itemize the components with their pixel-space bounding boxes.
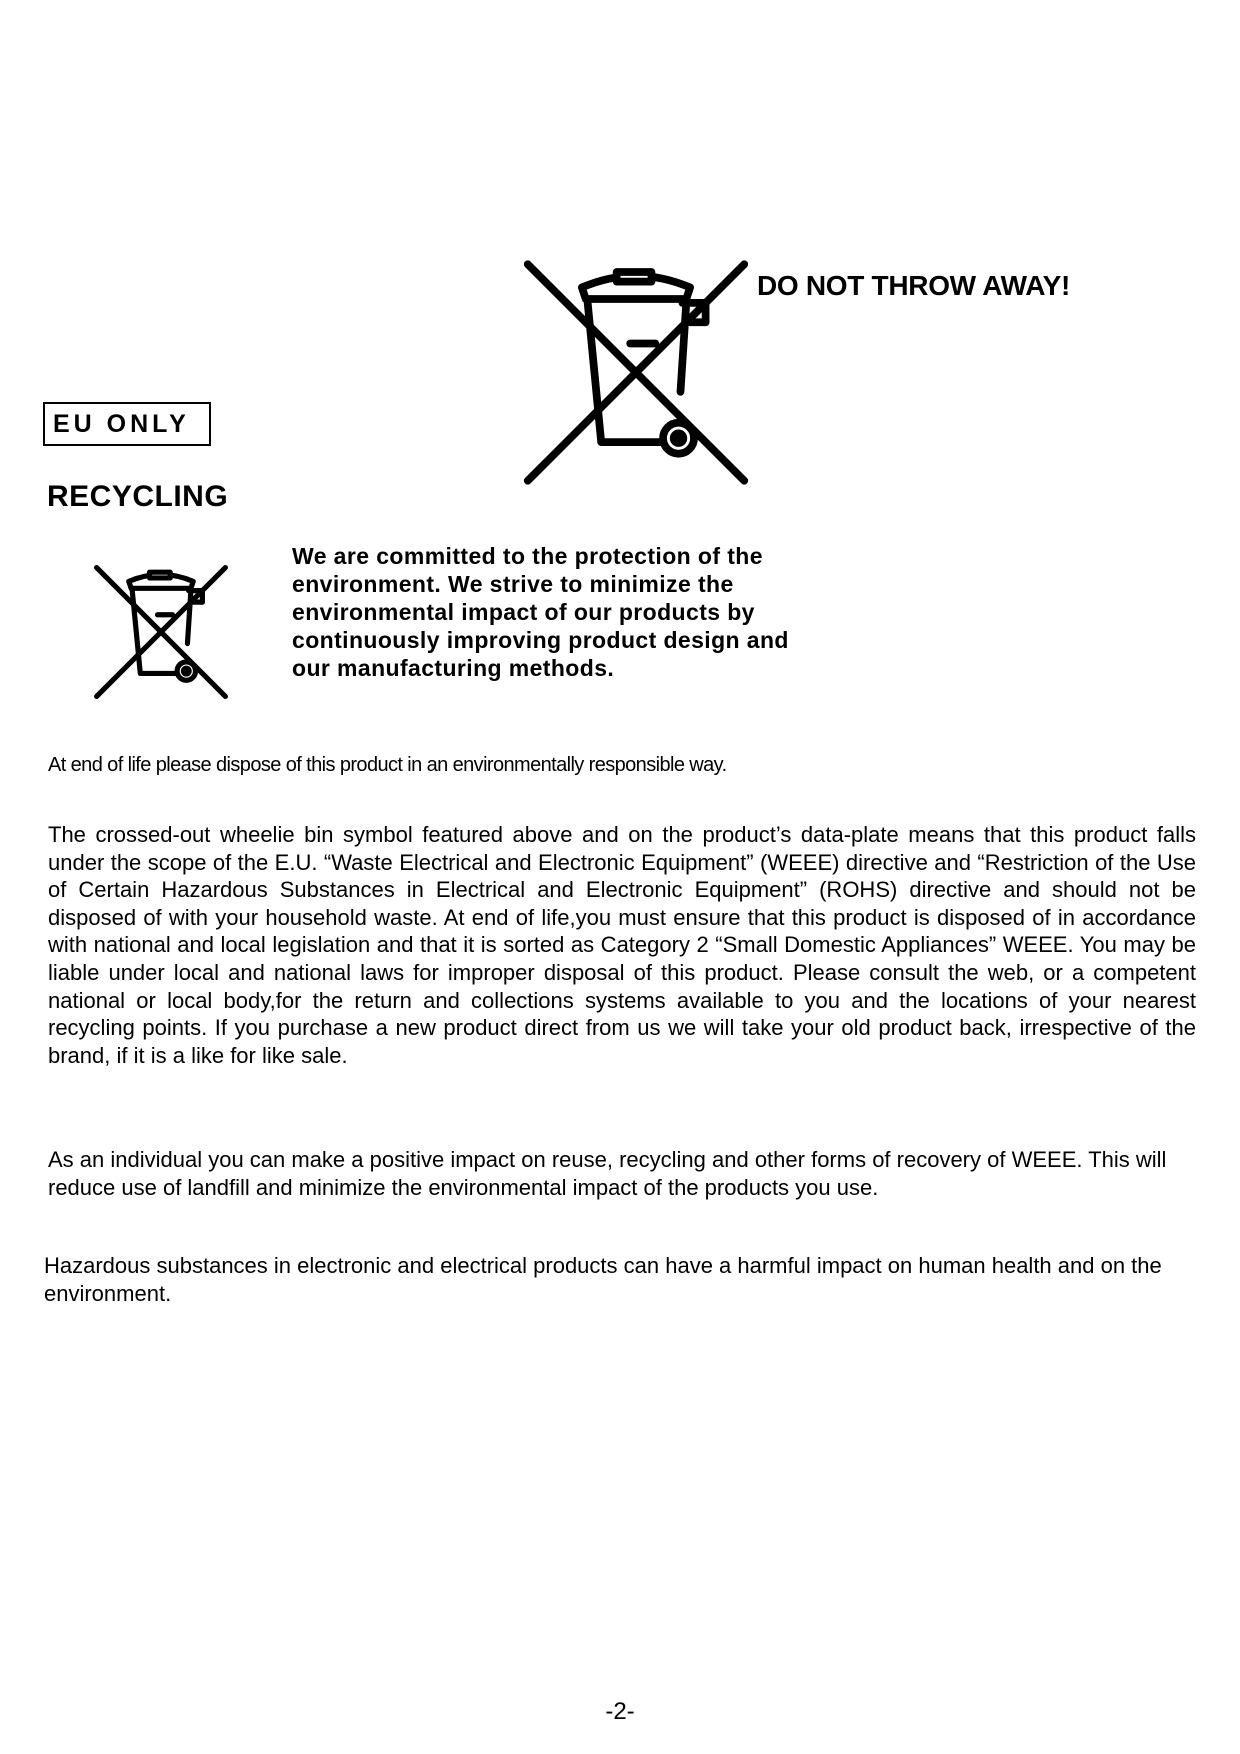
end-of-life-note: At end of life please dispose of this product in an environmentally responsible way. <box>48 754 727 776</box>
hazardous-substances-paragraph: Hazardous substances in electronic and electrical products can have a harmful impact on human health and on the environment. <box>44 1253 1162 1306</box>
do-not-throw-away-heading: DO NOT THROW AWAY! <box>757 270 1070 301</box>
crossed-out-wheelie-bin-icon <box>92 562 230 702</box>
individual-impact-paragraph: As an individual you can make a positive impact on reuse, recycling and other forms of recovery of WEEE. This will reduce use of landfill and minimize the environmental impact of the products you use. <box>48 1147 1167 1200</box>
weee-directive-paragraph: The crossed-out wheelie bin symbol featured above and on the product’s data-plate means that this product falls under the scope of the E.U. “Waste Electrical and Electronic Equipment” (WEEE) directive and “Restriction of the Use of Certain Hazardous Substances in Electrical and Electronic Equipment” (ROHS) directive and should not be disposed of with your household waste. At end of life,you must ensure that this product is disposed of in accordance with national and local legislation and that it is sorted as Category 2 “Small Domestic Appliances” WEEE. You may be liable under local and national laws for improper disposal of this product. Please consult the web, or a competent national or local body,for the return and collections systems available to you and the locations of your nearest recycling points. If you purchase a new product direct from us we will take your old product back, irrespective of the brand, if it is a like for like sale. <box>48 822 1196 1068</box>
crossed-out-wheelie-bin-icon <box>520 255 752 490</box>
page-number: -2- <box>605 1698 635 1725</box>
commitment-statement: We are committed to the protection of the environment. We strive to minimize the environmental impact of our products by continuously improving product design and our manufacturing methods. <box>292 543 789 681</box>
eu-only-label: EU ONLY <box>43 402 211 446</box>
section-title: RECYCLING <box>47 480 229 513</box>
